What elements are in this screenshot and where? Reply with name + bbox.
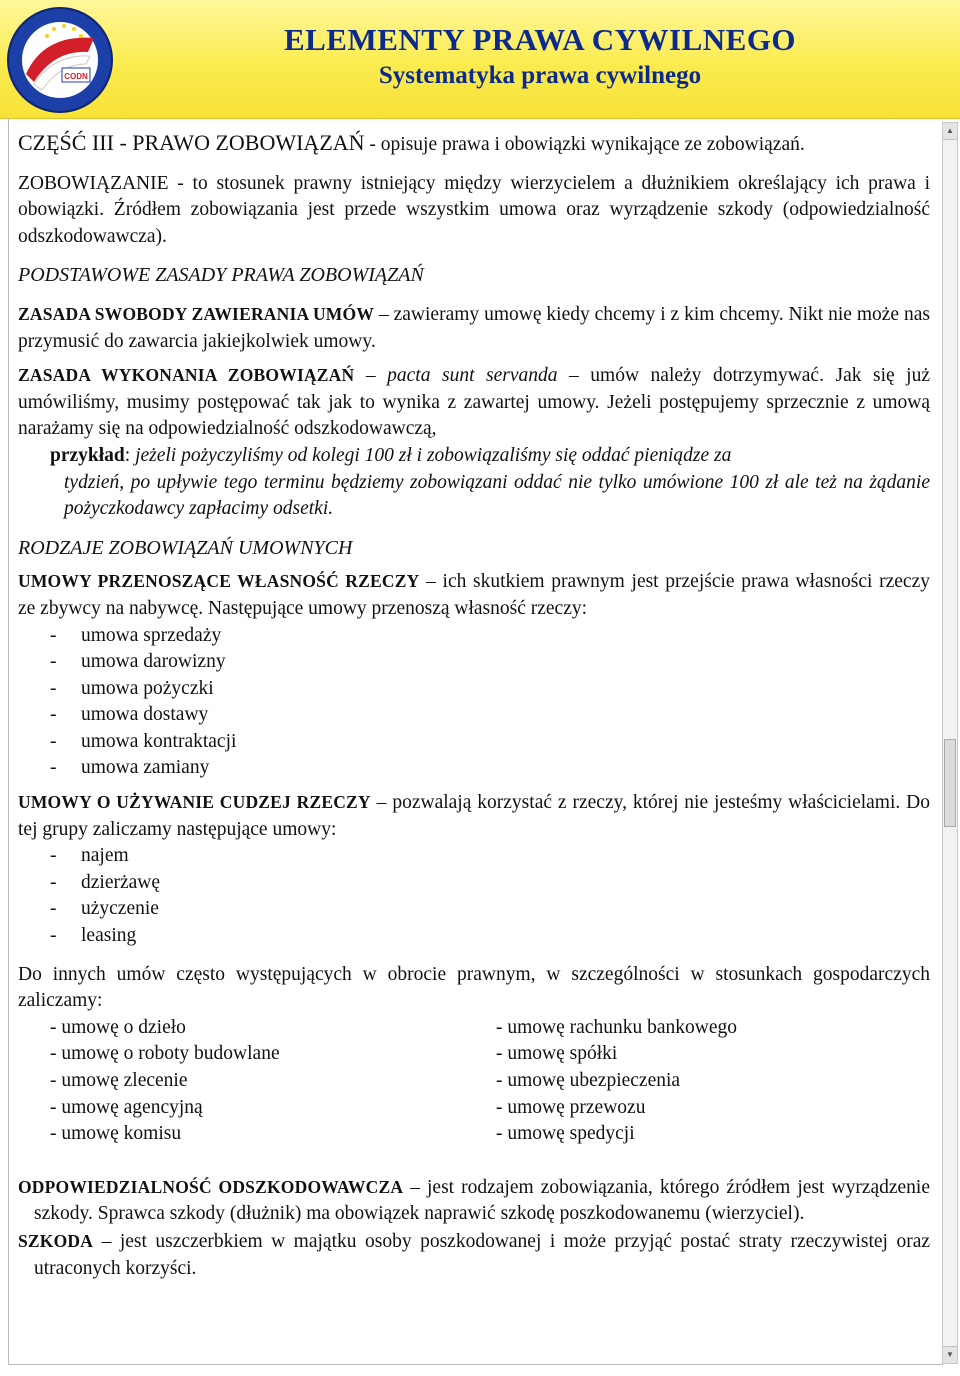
page-subtitle: Systematyka prawa cywilnego xyxy=(378,62,702,89)
liability-paragraph xyxy=(18,1174,930,1228)
use-text: – pozwalają korzystać z rzeczy, której nie jesteśmy właścicielami. Do tej grupy zaliczamy następujące umowy: xyxy=(18,792,931,840)
list-item: - leasing xyxy=(50,925,137,947)
transfer-paragraph xyxy=(18,568,930,622)
performance-term: ZASADA WYKONANIA ZOBOWIĄZAŃ xyxy=(18,365,355,386)
liability-term: ODPOWIEDZIALNOŚĆ ODSZKODOWAWCZA xyxy=(18,1176,404,1197)
obligation-term: ZOBOWIĄZANIE xyxy=(18,172,169,194)
intro-paragraph xyxy=(18,130,930,159)
list-item: - umowa kontraktacji xyxy=(50,730,237,752)
list-item: - umowę zlecenie xyxy=(50,1070,188,1091)
transfer-text: – ich skutkiem prawnym jest przejście prawa własności rzeczy ze zbywcy na nabywcę. Następujące umowy przenoszą własność rzeczy: xyxy=(18,571,930,619)
example-label: przykład xyxy=(50,444,125,466)
latin-phrase: pacta sunt servanda xyxy=(387,365,558,387)
example-line xyxy=(18,443,930,470)
list-item: - najem xyxy=(50,845,129,867)
transfer-list xyxy=(18,623,930,783)
obligation-paragraph xyxy=(18,171,930,251)
page-title: ELEMENTY PRAWA CYWILNEGO xyxy=(283,22,797,57)
performance-dash: – xyxy=(354,365,388,387)
other-contracts-list xyxy=(18,1015,930,1148)
list-item: - umowę agencyjną xyxy=(50,1096,203,1118)
scroll-down-icon[interactable]: ▼ xyxy=(943,1346,957,1363)
list-item: - dzierżawę xyxy=(50,871,161,893)
forum-logo-icon xyxy=(4,4,116,116)
list-item: - umowę o dzieło xyxy=(50,1016,186,1038)
list-item: - umowę rachunku bankowego xyxy=(496,1016,737,1038)
use-term: UMOWY O UŻYWANIE CUDZEJ RZECZY xyxy=(18,792,371,813)
principles-heading: PODSTAWOWE ZASADY PRAWA ZOBOWIĄZAŃ xyxy=(18,264,424,287)
performance-text: – umów należy dotrzymywać. Jak się już umówiliśmy, musimy postępować tak jak to wynika z zawartej umowy. Jeżeli postępujemy sprzecznie z umową narażamy się na odpowiedzialność odszkodowawczą, xyxy=(18,365,930,440)
list-item: - umowa zamiany xyxy=(50,757,210,779)
vertical-scrollbar[interactable] xyxy=(942,122,958,1364)
other-contracts-paragraph: Do innych umów często występujących w obrocie prawnym, w szczególności w stosunkach gospodarczych zaliczamy: xyxy=(18,963,930,1012)
example-first: jeżeli pożyczyliśmy od kolegi 100 zł i zobowiązaliśmy się oddać pieniądze za xyxy=(135,444,732,466)
list-item: - umowę przewozu xyxy=(496,1096,646,1118)
other-contracts-right xyxy=(496,1015,737,1148)
other-contracts-left xyxy=(50,1015,496,1148)
list-item: - umowę spółki xyxy=(496,1043,618,1065)
list-item: - umowa dostawy xyxy=(50,704,209,726)
list-item: - umowę ubezpieczenia xyxy=(496,1070,681,1091)
document-body xyxy=(18,130,930,1282)
types-heading: RODZAJE ZOBOWIĄZAŃ UMOWNYCH xyxy=(18,536,353,559)
use-list xyxy=(18,843,930,949)
example-colon: : xyxy=(124,444,136,466)
obligation-text: - to stosunek prawny istniejący między wierzycielem a dłużnikiem określający ich prawa i obowiązki. Źródłem zobowiązania jest przede wszystkim umowa oraz wyrządzenie szkody (odpowiedzialność odszkodowawcza). xyxy=(18,172,930,247)
damage-paragraph xyxy=(18,1228,930,1282)
list-item: - umowa darowizny xyxy=(50,651,226,673)
list-item: - umowa sprzedaży xyxy=(50,624,222,646)
list-item: - umowę o roboty budowlane xyxy=(50,1043,280,1065)
performance-paragraph xyxy=(18,362,930,443)
scroll-up-icon[interactable]: ▲ xyxy=(943,123,957,140)
scrollbar-thumb[interactable] xyxy=(944,739,956,827)
list-item: - użyczenie xyxy=(50,898,159,920)
list-item: - umowę komisu xyxy=(50,1123,182,1145)
damage-term: SZKODA xyxy=(18,1230,94,1251)
transfer-term: UMOWY PRZENOSZĄCE WŁASNOŚĆ RZECZY xyxy=(18,571,420,592)
intro-text: - opisuje prawa i obowiązki wynikające ze zobowiązań. xyxy=(364,134,805,155)
part-heading: CZĘŚĆ III - PRAWO ZOBOWIĄZAŃ xyxy=(18,130,365,155)
example-rest: tydzień, po upływie tego terminu będziemy zobowiązani oddać nie tylko umówione 100 zł ale też na żądanie pożyczkodawcy zapłacimy odsetki. xyxy=(64,471,930,520)
freedom-term: ZASADA SWOBODY ZAWIERANIA UMÓW xyxy=(18,303,375,324)
list-item: - umowę spedycji xyxy=(496,1123,635,1145)
liability-text: – jest rodzajem zobowiązania, którego źródłem jest wyrządzenie szkody. Sprawca szkody (dłużnik) ma obowiązek naprawić szkodę poszkodowanemu (wierzyciel). xyxy=(34,1176,930,1225)
page-header xyxy=(0,0,960,119)
damage-text: – jest uszczerbkiem w majątku osoby poszkodowanej i może przyjąć postać straty rzeczywistej oraz utraconych korzyści. xyxy=(34,1230,930,1279)
logo-badge: CODN xyxy=(64,72,88,81)
use-paragraph xyxy=(18,789,930,843)
freedom-text: – zawieramy umowę kiedy chcemy i z kim chcemy. Nikt nie może nas przymusić do zawarcia jakiejkolwiek umowy. xyxy=(18,303,930,352)
freedom-paragraph xyxy=(18,301,930,355)
list-item: - umowa pożyczki xyxy=(50,677,214,699)
